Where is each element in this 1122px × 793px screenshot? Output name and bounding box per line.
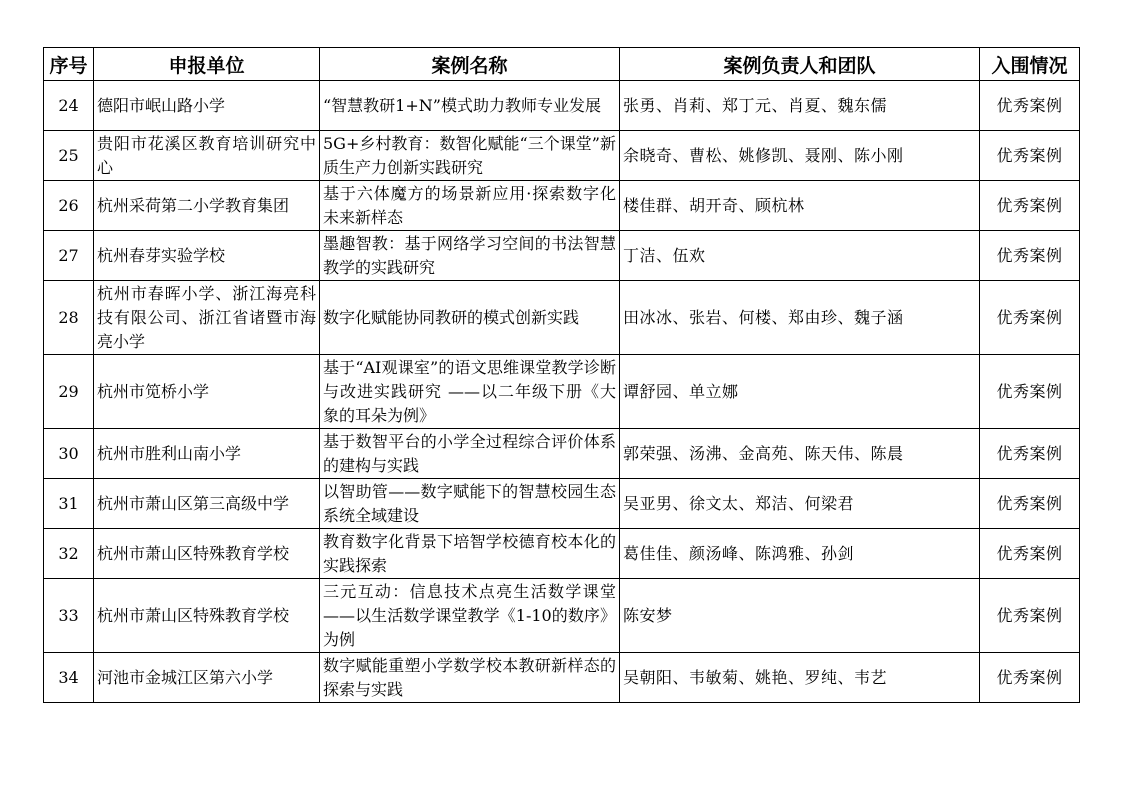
case-name: 基于六体魔方的场景新应用·探索数字化未来新样态: [320, 181, 620, 231]
applicant-unit: 杭州春芽实验学校: [94, 231, 320, 281]
case-team: 田冰冰、张岩、何楼、郑由珍、魏子涵: [620, 281, 980, 355]
selection-result: 优秀案例: [980, 355, 1080, 429]
applicant-unit: 杭州采荷第二小学教育集团: [94, 181, 320, 231]
applicant-unit: 杭州市笕桥小学: [94, 355, 320, 429]
table-row: [44, 429, 1080, 479]
row-number: 30: [44, 429, 94, 479]
selection-result: 优秀案例: [980, 653, 1080, 703]
row-number: 34: [44, 653, 94, 703]
applicant-unit: 杭州市萧山区特殊教育学校: [94, 579, 320, 653]
row-number: 33: [44, 579, 94, 653]
table-row: [44, 231, 1080, 281]
case-name: 基于数智平台的小学全过程综合评价体系的建构与实践: [320, 429, 620, 479]
case-team: 吴亚男、徐文太、郑洁、何梁君: [620, 479, 980, 529]
applicant-unit: 杭州市春晖小学、浙江海亮科技有限公司、浙江省诸暨市海亮小学: [94, 281, 320, 355]
selection-result: 优秀案例: [980, 429, 1080, 479]
selection-result: 优秀案例: [980, 529, 1080, 579]
row-number: 28: [44, 281, 94, 355]
selection-result: 优秀案例: [980, 281, 1080, 355]
applicant-unit: 杭州市胜利山南小学: [94, 429, 320, 479]
row-number: 32: [44, 529, 94, 579]
case-team: 张勇、肖莉、郑丁元、肖夏、魏东儒: [620, 81, 980, 131]
selection-result: 优秀案例: [980, 231, 1080, 281]
row-number: 24: [44, 81, 94, 131]
table-row: [44, 131, 1080, 181]
selection-result: 优秀案例: [980, 81, 1080, 131]
header-unit: 申报单位: [94, 48, 320, 81]
selection-result: 优秀案例: [980, 579, 1080, 653]
case-name: 教育数字化背景下培智学校德育校本化的实践探索: [320, 529, 620, 579]
table-row: [44, 653, 1080, 703]
row-number: 31: [44, 479, 94, 529]
case-team: 郭荣强、汤沸、金高苑、陈天伟、陈晨: [620, 429, 980, 479]
selection-result: 优秀案例: [980, 181, 1080, 231]
cases-table: [43, 47, 1080, 703]
case-team: 丁洁、伍欢: [620, 231, 980, 281]
case-name: 基于“AI观课室”的语文思维课堂教学诊断与改进实践研究 ——以二年级下册《大象的耳朵为例》: [320, 355, 620, 429]
table-row: [44, 479, 1080, 529]
row-number: 25: [44, 131, 94, 181]
case-team: 余晓奇、曹松、姚修凯、聂刚、陈小刚: [620, 131, 980, 181]
applicant-unit: 杭州市萧山区特殊教育学校: [94, 529, 320, 579]
case-team: 楼佳群、胡开奇、顾杭林: [620, 181, 980, 231]
applicant-unit: 杭州市萧山区第三高级中学: [94, 479, 320, 529]
table-row: [44, 181, 1080, 231]
applicant-unit: 河池市金城江区第六小学: [94, 653, 320, 703]
case-name: 数字赋能重塑小学数学校本教研新样态的探索与实践: [320, 653, 620, 703]
table-row: [44, 281, 1080, 355]
case-name: 墨趣智教：基于网络学习空间的书法智慧教学的实践研究: [320, 231, 620, 281]
case-name: “智慧教研1+N”模式助力教师专业发展: [320, 81, 620, 131]
selection-result: 优秀案例: [980, 479, 1080, 529]
applicant-unit: 贵阳市花溪区教育培训研究中心: [94, 131, 320, 181]
selection-result: 优秀案例: [980, 131, 1080, 181]
applicant-unit: 德阳市岷山路小学: [94, 81, 320, 131]
row-number: 26: [44, 181, 94, 231]
table-row: [44, 579, 1080, 653]
header-case: 案例名称: [320, 48, 620, 81]
row-number: 27: [44, 231, 94, 281]
case-team: 陈安梦: [620, 579, 980, 653]
header-result: 入围情况: [980, 48, 1080, 81]
case-team: 吴朝阳、韦敏菊、姚艳、罗纯、韦艺: [620, 653, 980, 703]
table-row: [44, 81, 1080, 131]
case-name: 5G+乡村教育：数智化赋能“三个课堂”新质生产力创新实践研究: [320, 131, 620, 181]
case-team: 葛佳佳、颜汤峰、陈鸿雅、孙剑: [620, 529, 980, 579]
case-name: 三元互动：信息技术点亮生活数学课堂——以生活数学课堂教学《1-10的数序》为例: [320, 579, 620, 653]
header-no: 序号: [44, 48, 94, 81]
case-name: 以智助管——数字赋能下的智慧校园生态系统全域建设: [320, 479, 620, 529]
table-header-row: [44, 48, 1080, 81]
case-team: 谭舒园、单立娜: [620, 355, 980, 429]
case-name: 数字化赋能协同教研的模式创新实践: [320, 281, 620, 355]
header-team: 案例负责人和团队: [620, 48, 980, 81]
row-number: 29: [44, 355, 94, 429]
table-row: [44, 529, 1080, 579]
table-row: [44, 355, 1080, 429]
